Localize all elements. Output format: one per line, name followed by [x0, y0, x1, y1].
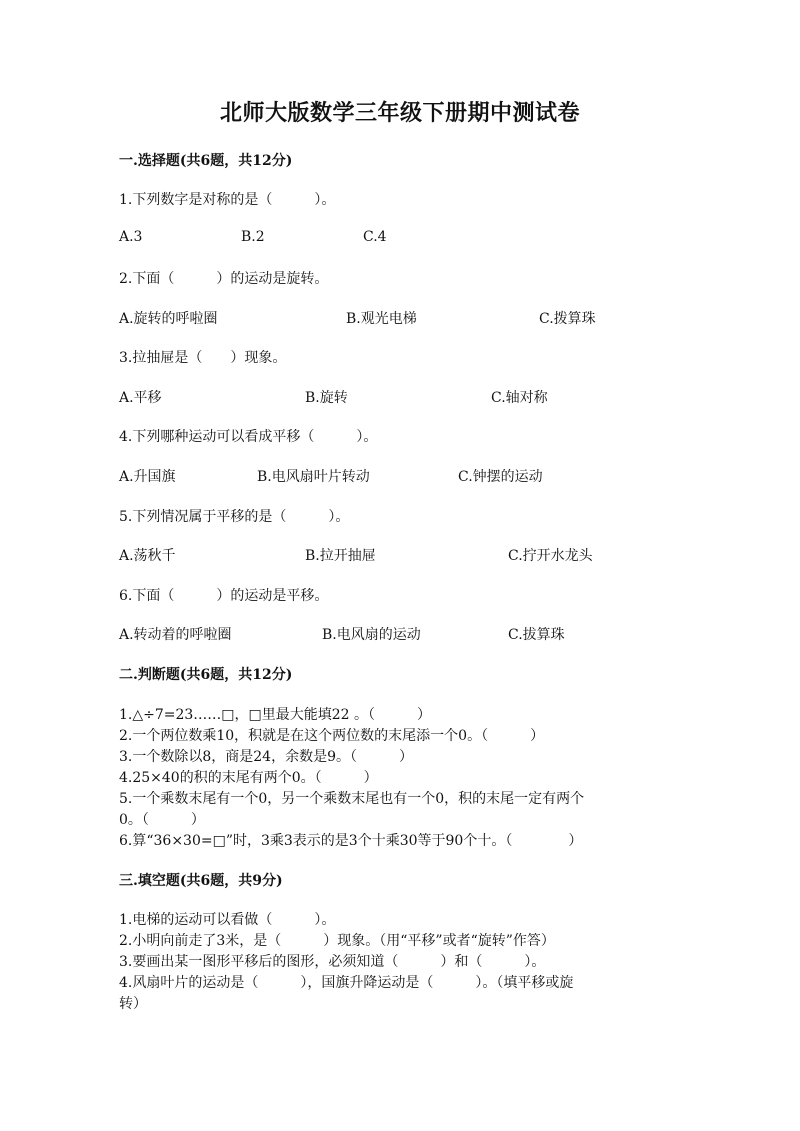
fill-in-line: 3.要画出某一图形平移后的图形，必须知道（ ）和（ ）。 — [119, 954, 546, 970]
option-a: A.平移 — [119, 390, 162, 406]
option-b: B.电风扇的运动 — [322, 627, 421, 643]
question-1: 1.下列数字是对称的是（ ）。 — [119, 192, 336, 208]
fill-in-line: 转） — [119, 996, 147, 1012]
judgement-line: 1.△÷7=23……□，□里最大能填22 。（ ） — [119, 707, 432, 723]
option-c: C.钟摆的运动 — [458, 469, 543, 485]
judgement-line: 3.一个数除以8，商是24，余数是9。（ ） — [119, 749, 413, 765]
judgement-line: 5.一个乘数末尾有一个0，另一个乘数末尾也有一个0，积的末尾一定有两个 — [119, 791, 585, 807]
judgement-line: 0。（ ） — [119, 812, 205, 828]
section-heading-choice: 一.选择题(共6题，共12分) — [119, 153, 293, 169]
option-b: B.观光电梯 — [346, 311, 417, 327]
option-c: C.4 — [363, 229, 387, 245]
fill-in-line: 4.风扇叶片的运动是（ ），国旗升降运动是（ ）。（填平移或旋 — [119, 975, 574, 991]
judgement-line: 4.25×40的积的末尾有两个0。（ ） — [119, 770, 378, 786]
fill-in-line: 1.电梯的运动可以看做（ ）。 — [119, 912, 336, 928]
option-b: B.电风扇叶片转动 — [257, 469, 370, 485]
option-c: C.拔算珠 — [508, 627, 565, 643]
judgement-line: 6.算“36×30=□”时，3乘3表示的是3个十乘30等于90个十。（ ） — [119, 833, 583, 849]
option-b: B.拉开抽屉 — [305, 548, 376, 564]
fill-in-line: 2.小明向前走了3米，是（ ）现象。（用“平移”或者“旋转”作答） — [119, 933, 555, 949]
section-heading-judgement: 二.判断题(共6题，共12分) — [119, 667, 293, 683]
option-a: A.荡秋千 — [119, 548, 176, 564]
option-a: A.旋转的呼啦圈 — [119, 311, 218, 327]
question-6: 6.下面（ ）的运动是平移。 — [119, 588, 329, 604]
question-3: 3.拉抽屉是（ ）现象。 — [119, 350, 287, 366]
option-a: A.升国旗 — [119, 469, 176, 485]
question-5: 5.下列情况属于平移的是（ ）。 — [119, 509, 350, 525]
option-b: B.旋转 — [305, 390, 348, 406]
option-a: A.转动着的呼啦圈 — [119, 627, 232, 643]
judgement-line: 2.一个两位数乘10，积就是在这个两位数的末尾添一个0。（ ） — [119, 728, 545, 744]
option-c: C.拨算珠 — [539, 311, 596, 327]
question-4: 4.下列哪种运动可以看成平移（ ）。 — [119, 429, 378, 445]
option-c: C.拧开水龙头 — [508, 548, 593, 564]
option-b: B.2 — [241, 229, 265, 245]
question-2: 2.下面（ ）的运动是旋转。 — [119, 271, 329, 287]
section-heading-fill-in: 三.填空题(共6题，共9分) — [119, 873, 283, 889]
page-title: 北师大版数学三年级下册期中测试卷 — [219, 100, 580, 126]
option-a: A.3 — [119, 229, 143, 245]
option-c: C.轴对称 — [491, 390, 548, 406]
